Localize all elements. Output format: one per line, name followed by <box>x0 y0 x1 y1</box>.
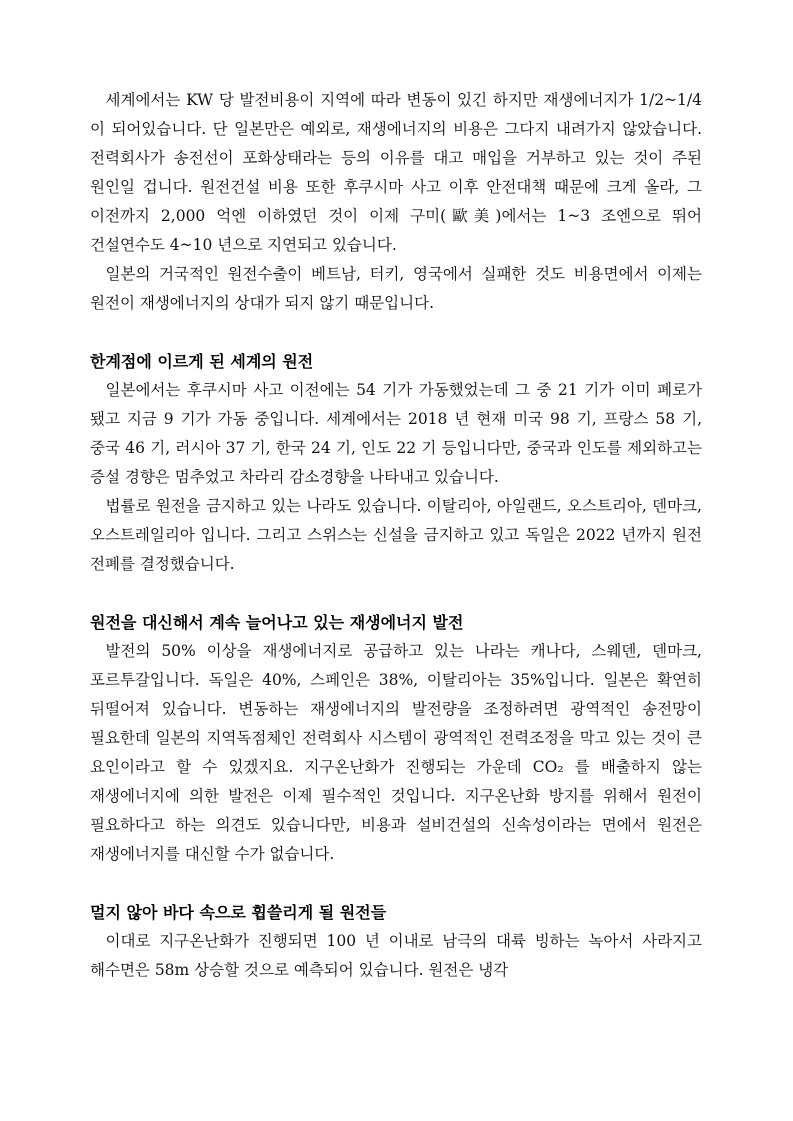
section-heading: 멀지 않아 바다 속으로 휩쓸리게 될 원전들 <box>90 903 387 922</box>
paragraph: 세계에서는 KW 당 발전비용이 지역에 따라 변동이 있긴 하지만 재생에너지가 1/2~1/4 이 되어있습니다. 단 일본만은 예외로, 재생에너지의 비용은 그다지 내려가지 않았습니다. 전력회사가 송전선이 포화상태라는 등의 이유를 대고 매입을 거부하고 있는 것이 주된 원인일 겁니다. 원전건설 비용 또한 후쿠시마 사고 이후 안전대책 때문에 크게 올라, 그 이전까지 2,000 억엔 이하였던 것이 이제 구미(歐美)에서는 1~3 조엔으로 뛰어 건설연수도 4~10 년으로 지연되고 있습니다. <box>90 91 702 254</box>
document-page <box>90 86 702 985</box>
paragraph: 법률로 원전을 금지하고 있는 나라도 있습니다. 이탈리아, 아일랜드, 오스트리아, 덴마크, 오스트레일리아 입니다. 그리고 스위스는 신설을 금지하고 있고 독일은 2022 년까지 원전 전폐를 결정했습니다. <box>90 497 702 573</box>
section-spacer <box>90 579 702 608</box>
section-spacer <box>90 869 702 898</box>
section-heading: 한계점에 이르게 된 세계의 원전 <box>90 352 314 371</box>
section-heading: 원전을 대신해서 계속 늘어나고 있는 재생에너지 발전 <box>90 613 464 632</box>
paragraph: 일본에서는 후쿠시마 사고 이전에는 54 기가 가동했었는데 그 중 21 기가 이미 폐로가 됐고 지금 9 기가 가동 중입니다. 세계에서는 2018 년 현재 미국 98 기, 프랑스 58 기, 중국 46 기, 러시아 37 기, 한국 24 기, 인도 22 기 등입니다만, 중국과 인도를 제외하고는 증설 경향은 멈추었고 차라리 감소경향을 나타내고 있습니다. <box>90 381 702 486</box>
paragraph: 일본의 거국적인 원전수출이 베트남, 터키, 영국에서 실패한 것도 비용면에서 이제는 원전이 재생에너지의 상대가 되지 않기 때문입니다. <box>90 265 702 312</box>
section-spacer <box>90 318 702 347</box>
paragraph: 이대로 지구온난화가 진행되면 100 년 이내로 남극의 대륙 빙하는 녹아서 사라지고 해수면은 58m 상승할 것으로 예측되어 있습니다. 원전은 냉각 <box>90 932 702 979</box>
paragraph: 발전의 50% 이상을 재생에너지로 공급하고 있는 나라는 캐나다, 스웨덴, 덴마크, 포르투갈입니다. 독일은 40%, 스페인은 38%, 이탈리아는 35%입니다. 일본은 확연히 뒤떨어져 있습니다. 변동하는 재생에너지의 발전량을 조정하려면 광역적인 송전망이 필요한데 일본의 지역독점체인 전력회사 시스템이 광역적인 전력조정을 막고 있는 것이 큰 요인이라고 할 수 있겠지요. 지구온난화가 진행되는 가운데 CO₂ 를 배출하지 않는 재생에너지에 의한 발전은 이제 필수적인 것입니다. 지구온난화 방지를 위해서 원전이 필요하다고 하는 의견도 있습니다만, 비용과 설비건설의 신속성이라는 면에서 원전은 재생에너지를 대신할 수가 없습니다. <box>90 642 702 863</box>
